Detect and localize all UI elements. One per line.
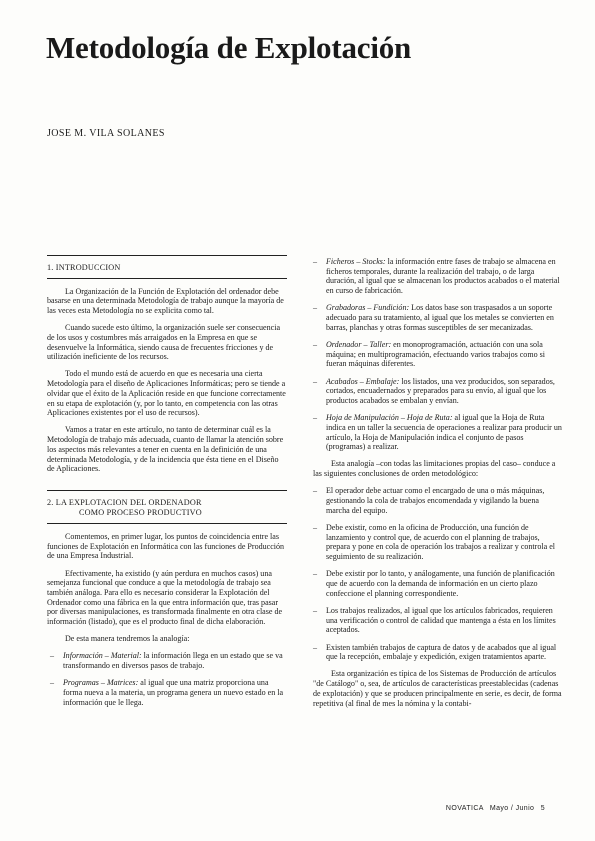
analogy-head: Acabados – Embalaje: (326, 376, 400, 386)
conclusion-text: Debe existir, como en la oficina de Producción, una función de lanzamiento y control que, de acuerdo con el planning de trabajos, prepara y pone en cola de operación los trabajos a realizar y controla el seguimiento de su realización. (326, 522, 556, 562)
dash-marker: – (50, 651, 55, 661)
analogy-text: al igual que la Hoja de Ruta indica en un taller la secuencia de operaciones a realizar para producir un artículo, la Hoja de Manipulación indica el conjunto de pasos (programas) a realizar. (326, 413, 562, 452)
analogy-head: Ficheros – Stocks: (326, 257, 386, 266)
dash-marker: – (313, 569, 318, 579)
analogy-item (47, 651, 287, 670)
analogy-head: Ordenador – Taller: (326, 339, 392, 349)
dash-marker: – (313, 303, 318, 313)
paragraph: La Organización de la Función de Explotación del ordenador debe basarse en una determinada Metodología de trabajo aunque la mayoría de las veces esta Metodología no se explicita como tal. (47, 286, 284, 315)
analogy-item (313, 377, 563, 406)
paragraph: Efectivamente, ha existido (y aún perdura en muchos casos) una semejanza funcional que conduce a que la metodología de trabajo sea también análoga. Para ello es necesario considerar la Explotación del Ordenador como una fábrica en la que entra información que, tras pasar por diversas manipulaciones, es transformada finalmente en otra clase de información (listado), que es el producto final de dicha elaboración. (47, 568, 283, 627)
analogy-text: la información llega en un estado que se va transformando en diversos pasos de trabajo. (63, 651, 283, 671)
section-2-heading-line-2: COMO PROCESO PRODUCTIVO (79, 508, 202, 518)
dash-marker: – (50, 678, 55, 688)
paragraph: Esta analogía –con todas las limitaciones propias del caso– conduce a las siguientes conclusiones de orden metodológico: (313, 459, 556, 479)
conclusion-item (313, 643, 563, 662)
left-column (47, 255, 287, 715)
conclusion-text: Debe existir por lo tanto, y análogamente, una función de planificación que de acuerdo con la demanda de información en un cierto plazo confeccione el planning correspondiente. (326, 569, 555, 598)
analogy-item (313, 413, 563, 452)
conclusion-item (313, 523, 563, 562)
conclusion-text: Los trabajos realizados, al igual que los artículos fabricados, requieren una verificación o control de calidad que mantenga a ésta en los límites aceptados. (326, 605, 556, 635)
issue-date: Mayo / Junio (489, 805, 535, 812)
section-rule-top (47, 255, 287, 256)
page-number: 5 (540, 805, 545, 812)
analogy-text: la información entre fases de trabajo se almacena en ficheros temporales, durante la realización del trabajo, o de larga duración, al igual que se almacenan los productos acabados o el material en curso de fabricación. (326, 257, 560, 296)
conclusion-text: El operador debe actuar como el encargado de una o más máquinas, gestionando la cola de trabajos encomendada y vigilando la buena marcha del equipo. (326, 486, 545, 515)
paragraph: Comentemos, en primer lugar, los puntos de coincidencia entre las funciones de Explotación en Informática con las funciones de Producción de una Empresa Industrial. (47, 531, 285, 561)
analogy-text: Los datos base son traspasados a un soporte adecuado para su tratamiento, al igual que los metales se convierten en barras, planchas y otras formas susceptibles de ser mecanizadas. (326, 303, 554, 332)
analogy-head: Grabadoras – Fundición: (326, 303, 410, 313)
conclusion-item (313, 606, 563, 635)
paragraph: De esta manera tendremos la analogía: (65, 634, 190, 644)
section-2-heading-line-1: 2. LA EXPLOTACION DEL ORDENADOR (47, 497, 202, 507)
dash-marker: – (313, 486, 318, 496)
conclusion-item (313, 569, 563, 598)
conclusion-text: Existen también trabajos de captura de datos y de acabados que al igual que la recepción, embalaje y expedición, exigen tratamientos aparte. (326, 642, 557, 662)
dash-marker: – (313, 257, 318, 266)
dash-marker: – (313, 642, 318, 652)
analogy-head: Información – Material: (63, 651, 142, 661)
article-title: Metodología de Explotación (46, 30, 412, 65)
analogy-item (47, 678, 287, 707)
dash-marker: – (313, 605, 318, 615)
section-1-heading: 1. INTRODUCCION (47, 263, 287, 279)
analogy-head: Hoja de Manipulación – Hoja de Ruta: (326, 413, 453, 423)
analogy-item (313, 257, 563, 296)
section-2-heading (47, 498, 287, 524)
analogy-item (313, 340, 563, 369)
analogy-item (313, 303, 563, 332)
dash-marker: – (313, 376, 318, 386)
dash-marker: – (313, 339, 318, 349)
page-footer (442, 805, 545, 812)
author-name: JOSE M. VILA SOLANES (47, 128, 165, 139)
analogy-text: en monoprogramación, actuación con una sola máquina; en multiprogramación, efectuando varios trabajos como si fueran máquinas diferentes. (326, 339, 545, 369)
analogy-text: al igual que una matriz proporciona una forma nueva a la materia, un programa genera un nuevo estado en la información que le llega. (63, 678, 284, 707)
paragraph: Esta organización es típica de los Sistemas de Producción de artículos "de Catálogo" o, sea, de artículos de características preestablecidas (cadenas de explotación) y que se producen principalmente en serie, es decir, de forma repetitiva (al final de mes la nómina y la contabi- (313, 669, 562, 708)
analogy-text: los listados, una vez producidos, son separados, cortados, encuadernados y preparados para su envío, al igual que los productos acabados se embalan y envían. (326, 376, 555, 405)
paragraph: Cuando sucede esto último, la organización suele ser consecuencia de los usos y costumbres más arraigados en la Empresa en que se desenvuelve la Informática, siendo causa de frecuentes fricciones y de utilización ineficiente de los recursos. (47, 323, 281, 362)
paragraph: Vamos a tratar en este artículo, no tanto de determinar cuál es la Metodología de trabajo más adecuada, cuanto de llamar la atención sobre los aspectos más relevantes a tener en cuenta en la definición de una determinada Metodología, y de la incidencia que ésta tiene en el Diseño de Aplicaciones. (47, 425, 284, 474)
right-column (313, 257, 563, 716)
paragraph: Todo el mundo está de acuerdo en que es necesaria una cierta Metodología para el diseño de Aplicaciones Informáticas; pero se tiende a olvidar que el éxito de la Aplicación reside en que funcione correctamente en su etapa de explotación (y, por lo tanto, en competencia con las otras Aplicaciones existentes por el uso de recursos). (47, 369, 286, 418)
journal-name: NOVATICA (445, 805, 484, 812)
dash-marker: – (313, 522, 318, 532)
dash-marker: – (313, 413, 318, 423)
section-rule-top (47, 490, 287, 491)
conclusion-item (313, 486, 563, 515)
analogy-head: Programas – Matrices: (63, 678, 139, 688)
